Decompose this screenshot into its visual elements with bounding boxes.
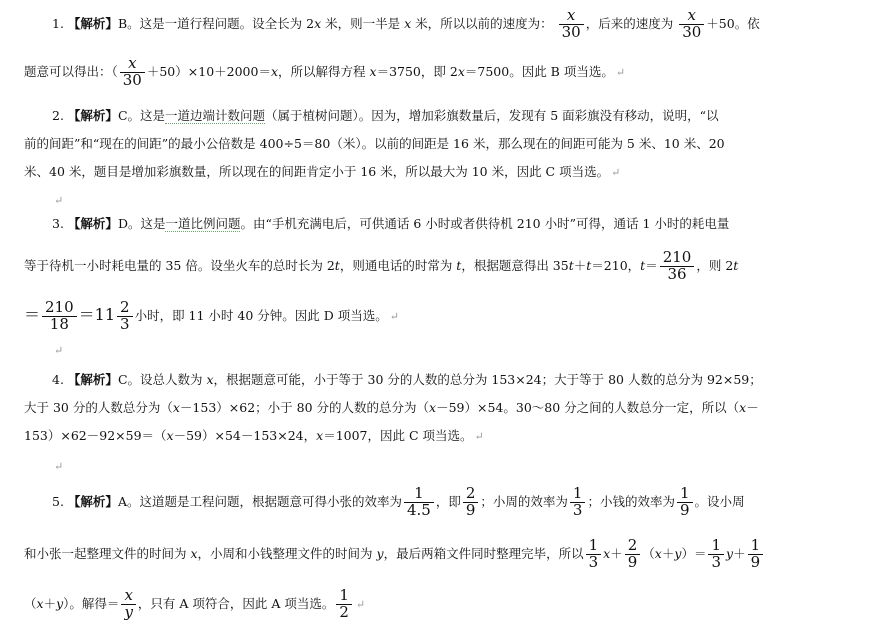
blank-mark: ↵ xyxy=(54,194,64,207)
item-3-line-2: 等于待机一小时耗电量的 35 倍。设坐火车的总时长为 2t，则通电话的时常为 t，根据题意得出 35t＋t＝210，t＝ $\frac{210}{36}$ ，则 2t xyxy=(24,248,739,283)
item-1-line-2: 题意可以得出：（ $\frac{x}{30}$ ＋50）×10＋2000＝x，所以解得方程 x＝3750，即 2x＝7500。因此 B 项当选。 ↵ xyxy=(24,54,626,89)
analysis-label: 【解析】 xyxy=(67,216,118,231)
item-3-line-1: 3. 【解析】D。这是一道比例问题。由“手机充满电后，可供通话 6 小时或者供待机 210 小时”可得，通话 1 小时的耗电量 xyxy=(52,216,730,231)
item-1-line-1: 1. 【解析】B。这是一道行程问题。设全长为 2x 米，则一半是 x 米，所以以前的速度为： $\frac{x}{30}$ ，后来的速度为 $\frac{x}{30}$ ＋50。依 xyxy=(52,6,760,41)
item-2-line-1: 2. 【解析】C。这是一道边端计数问题（属于植树问题）。因为，增加彩旗数量后，发现有 5 面彩旗没有移动，说明，“以 xyxy=(52,108,719,123)
paragraph-mark: ↵ xyxy=(474,430,484,443)
analysis-label: 【解析】 xyxy=(67,15,118,31)
analysis-label: 【解析】 xyxy=(67,372,118,387)
fraction: $\frac{1}{3}$ xyxy=(708,538,724,571)
fraction: $\frac{210}{18}$ xyxy=(42,300,77,333)
item-5-line-2: 和小张一起整理文件的时间为 x，小周和小钱整理文件的时间为 y，最后两箱文件同时整理完毕，所以 $\frac{1}{3}$ x＋ $\frac{2}{9}$ （x＋y）＝ $\frac{1}{3}$ y＋ $\frac{1}{9}$ xyxy=(24,538,870,571)
fraction: $\frac{x}{30}$ xyxy=(679,8,704,41)
item-4-line-2: 大于 30 分的人数总分为（x－153）×62；小于 80 分的人数的总分为（x－59）×54。30～80 分之间的人数总分一定，所以（x－ xyxy=(24,400,759,415)
paragraph-mark: ↵ xyxy=(389,309,399,323)
paragraph-mark: ↵ xyxy=(615,65,626,79)
fraction: $\frac{x}{30}$ xyxy=(559,8,584,41)
item-number: 2. xyxy=(52,108,64,123)
fraction: $\frac{2}{9}$ xyxy=(625,538,641,571)
fraction: $\frac{1}{3}$ xyxy=(586,538,602,571)
fraction: $\frac{1}{3}$ xyxy=(570,486,586,519)
fraction: $\frac{1}{9}$ xyxy=(748,538,764,571)
item-5-line-1: 5. 【解析】A。这道题是工程问题，根据题意可得小张的效率为 $\frac{1}{4.5}$ ，即 $\frac{2}{9}$ ；小周的效率为 $\frac{1}{3}$ ；小钱的效率为 $\frac{1}{9}$ 。设小周 xyxy=(52,484,745,519)
fraction: $\frac{x}{30}$ xyxy=(120,56,145,89)
paragraph-mark: ↵ xyxy=(355,597,366,611)
item-4-line-3: 153）×62－92×59＝（x－59）×54－153×24，x＝1007，因此 C 项当选。 ↵ xyxy=(24,428,484,443)
item-2-line-3: 米、40 米，题目是增加彩旗数量，所以现在的间距肯定小于 16 米，所以最大为 10 米，因此 C 项当选。 ↵ xyxy=(24,164,621,179)
item-number: 1. xyxy=(52,15,64,31)
fraction: $\frac{1}{2}$ xyxy=(336,588,352,621)
analysis-label: 【解析】 xyxy=(67,493,118,509)
fraction: $\frac{1}{9}$ xyxy=(677,486,693,519)
fraction: $\frac{x}{y}$ xyxy=(121,588,135,621)
fraction: $\frac{2}{9}$ xyxy=(463,486,479,519)
paragraph-mark: ↵ xyxy=(611,166,621,179)
item-number: 3. xyxy=(52,216,64,231)
analysis-label: 【解析】 xyxy=(67,108,118,123)
item-2-line-2: 前的间距”和“现在的间距”的最小公倍数是 400÷5＝80（米）。以前的间距是 16 米，那么现在的间距可能为 5 米、10 米、20 xyxy=(24,136,725,151)
blank-mark: ↵ xyxy=(54,344,64,357)
fraction: $\frac{2}{3}$ xyxy=(117,300,133,333)
item-number: 5. xyxy=(52,493,64,509)
blank-mark: ↵ xyxy=(54,460,64,473)
fraction: $\frac{1}{4.5}$ xyxy=(404,486,434,519)
item-4-line-1: 4. 【解析】C。设总人数为 x，根据题意可能，小于等于 30 分的人数的总分为 153×24；大于等于 80 人数的总分为 92×59； xyxy=(52,372,762,387)
item-5-line-3: （x＋y）。解得＝ $\frac{x}{y}$ ，只有 A 项符合，因此 A 项当选。 $\frac{1}{2}$ ↵ xyxy=(24,586,366,621)
fraction: $\frac{210}{36}$ xyxy=(660,250,695,283)
item-number: 4. xyxy=(52,372,64,387)
item-3-line-3: ＝ $\frac{210}{18}$ ＝11 $\frac{2}{3}$ 小时，即 11 小时 40 分钟。因此 D 项当选。 ↵ xyxy=(24,298,399,333)
